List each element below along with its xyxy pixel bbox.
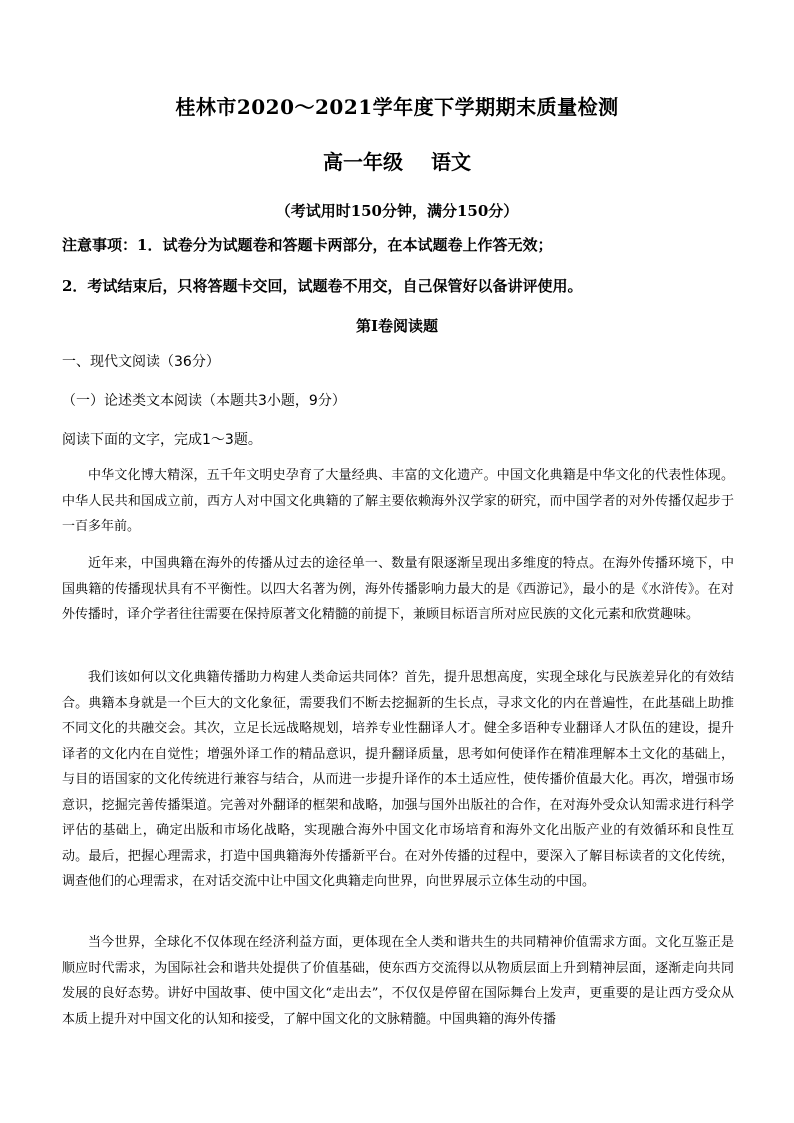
exam-title: 桂林市2020～2021学年度下学期期末质量检测 [175,95,619,119]
grade-label: 高一年级 [323,150,403,174]
subject-label: 语文 [431,150,471,174]
passage-paragraph-3: 我们该如何以文化典籍传播助力构建人类命运共同体？首先，提升思想高度，实现全球化与民族差异化的有效结合。典籍本身就是一个巨大的文化象征，需要我们不断去挖掘新的生长点，寻求文化的内在普遍性，在此基础上助推不同文化的共融交会。其次，立足长远战略规划，培养专业性翻译人才。健全多语种专业翻译人才队伍的建设，提升译者的文化内在自觉性；增强外译工作的精品意识，提升翻译质量，思考如何使译作在精准理解本土文化的基础上，与目的语国家的文化传统进行兼容与结合，从而进一步提升译作的本土适应性，使传播价值最大化。再次，增强市场意识，挖掘完善传播渠道。完善对外翻译的框架和战略，加强与国外出版社的合作，在对海外受众认知需求进行科学评估的基础上，确定出版和市场化战略，实现融合海外中国文化市场培育和海外文化出版产业的有效循环和良性互动。最后，把握心理需求，打造中国典籍海外传播新平台。在对外传播的过程中，要深入了解目标读者的文化传统，调查他们的心理需求，在对话交流中让中国文化典籍走向世界，向世界展示立体生动的中国。 [62,670,734,889]
exam-subtitle [0,150,794,174]
subsection-heading: （一）论述类文本阅读（本题共3小题，9分） [62,393,346,409]
reading-instruction: 阅读下面的文字，完成1～3题。 [62,432,262,448]
part-heading: 第Ⅰ卷阅读题 [355,317,439,335]
exam-time-note: （考试用时150分钟，满分150分） [275,202,519,220]
notice-line-2: 2．考试结束后，只将答题卡交回，试题卷不用交，自己保管好以备讲评使用。 [62,277,583,295]
passage-paragraph-1: 中华文化博大精深，五千年文明史孕育了大量经典、丰富的文化遗产。中国文化典籍是中华文化的代表性体现。中华人民共和国成立前，西方人对中国文化典籍的了解主要依赖海外汉学家的研究，而中国学者的对外传播仅起步于一百多年前。 [62,468,734,534]
passage-paragraph-2: 近年来，中国典籍在海外的传播从过去的途径单一、数量有限逐渐呈现出多维度的特点。在海外传播环境下，中国典籍的传播现状具有不平衡性。以四大名著为例，海外传播影响力最大的是《西游记》，最小的是《水浒传》。在对外传播时，译介学者往往需要在保持原著文化精髓的前提下，兼顾目标语言所对应民族的文化元素和欣赏趣味。 [62,556,734,622]
notice-line-1: 注意事项：1．试卷分为试题卷和答题卡两部分，在本试题卷上作答无效； [62,236,553,254]
section-heading: 一、现代文阅读（36分） [62,354,220,370]
passage-paragraph-4: 当今世界，全球化不仅体现在经济利益方面，更体现在全人类和谐共生的共同精神价值需求方面。文化互鉴正是顺应时代需求，为国际社会和谐共处提供了价值基础，使东西方交流得以从物质层面上升到精神层面，逐渐走向共同发展的良好态势。讲好中国故事、使中国文化“走出去”，不仅仅是停留在国际舞台上发声，更重要的是让西方受众从本质上提升对中国文化的认知和接受，了解中国文化的文脉精髓。中国典籍的海外传播 [62,935,734,1027]
